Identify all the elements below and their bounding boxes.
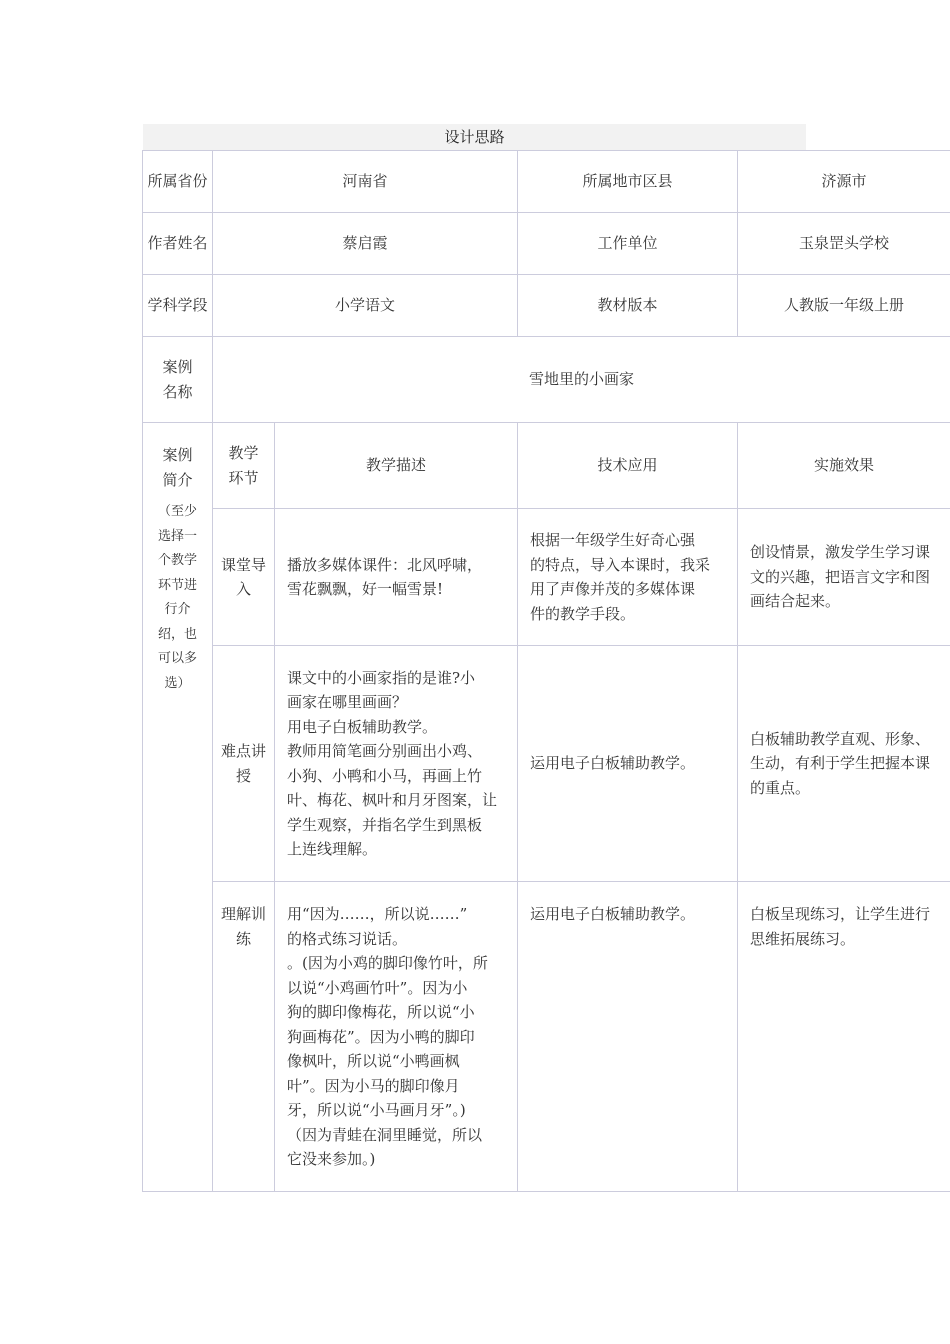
unit-label: 工作单位	[518, 213, 738, 275]
note-line: 绍，也	[157, 626, 197, 642]
edition-value: 人教版一年级上册	[738, 275, 950, 337]
text-line: 它没来参加。)	[287, 1150, 376, 1168]
text-line: 像枫叶，所以说“小鸭画枫	[287, 1052, 460, 1070]
text-line: 叶”。因为小马的脚印像月	[287, 1076, 460, 1095]
text-line: 。(因为小鸡的脚印像竹叶，所	[287, 954, 488, 972]
stage-row	[143, 509, 950, 646]
text-line: 播放多媒体课件：北风呼啸，	[287, 555, 483, 574]
text-line: （因为青蛙在洞里睡觉，所以	[287, 1125, 483, 1144]
header-stage-line: 环节	[228, 468, 259, 487]
header-stage-line: 教学	[228, 444, 259, 462]
stage-name-line: 练	[235, 929, 251, 948]
text-line: 雪花飘飘，好一幅雪景!	[287, 580, 444, 598]
author-value: 蔡启霞	[213, 213, 518, 275]
text-line: 运用电子白板辅助教学。	[530, 905, 696, 923]
text-line: 的重点。	[750, 778, 811, 797]
text-line: 创设情景，激发学生学习课	[750, 543, 931, 562]
case-name-label-line: 名称	[162, 382, 193, 401]
note-line: 可以多	[157, 651, 197, 666]
province-row	[143, 151, 950, 213]
case-name-row	[143, 337, 950, 423]
case-intro-label-line: 案例	[162, 446, 193, 464]
province-value: 河南省	[213, 151, 518, 213]
subject-label: 学科学段	[143, 275, 213, 337]
header-effect: 实施效果	[738, 423, 950, 509]
city-label: 所属地市区县	[518, 151, 738, 213]
stage-description	[275, 882, 518, 1192]
text-line: 小狗、小鸭和小马，再画上竹	[287, 766, 483, 785]
text-line: 白板呈现练习，让学生进行	[750, 905, 931, 923]
text-line: 叶、梅花、枫叶和月牙图案，让	[287, 791, 498, 809]
note-line: 环节进	[157, 577, 197, 593]
text-line: 生动，有利于学生把握本课	[750, 754, 931, 773]
header-description: 教学描述	[275, 423, 518, 509]
case-intro-label-line: 简介	[162, 470, 193, 489]
text-line: 以说“小鸡画竹叶”。因为小	[287, 978, 468, 997]
stage-row	[143, 882, 950, 1192]
case-name-label	[143, 337, 213, 423]
case-intro-note	[143, 500, 212, 696]
case-name-value: 雪地里的小画家	[213, 337, 950, 423]
text-line: 用电子白板辅助教学。	[287, 717, 438, 736]
text-line: 画结合起来。	[750, 592, 841, 611]
text-line: 运用电子白板辅助教学。	[530, 754, 696, 773]
intro-header-row	[143, 423, 950, 509]
stage-row	[143, 646, 950, 882]
text-line: 文的兴趣，把语言文字和图	[750, 567, 931, 586]
text-line: 教师用简笔画分别画出小鸡、	[287, 742, 483, 760]
note-line: 选）	[164, 675, 191, 691]
stage-name	[213, 646, 275, 882]
text-line: 根据一年级学生好奇心强	[530, 531, 696, 549]
stage-description	[275, 509, 518, 646]
design-table	[142, 150, 950, 1192]
stage-name-line: 入	[235, 580, 251, 598]
stage-effect	[738, 509, 950, 646]
text-line: 思维拓展练习。	[750, 929, 856, 948]
text-line: 学生观察，并指名学生到黑板	[287, 815, 483, 834]
text-line: 牙，所以说“小马画月牙”。)	[287, 1101, 466, 1119]
text-line: 的特点，导入本课时，我采	[530, 555, 711, 574]
header-stage	[213, 423, 275, 509]
note-line: 个教学	[157, 553, 197, 568]
case-name-label-line: 案例	[162, 358, 193, 376]
stage-technology	[518, 646, 738, 882]
subject-row	[143, 275, 950, 337]
page-title: 设计思路	[143, 124, 806, 150]
author-row	[143, 213, 950, 275]
text-line: 用“因为……，所以说……”	[287, 905, 468, 923]
subject-value: 小学语文	[213, 275, 518, 337]
edition-label: 教材版本	[518, 275, 738, 337]
stage-name-line: 难点讲	[220, 742, 266, 760]
stage-technology	[518, 882, 738, 1192]
stage-name-line: 授	[235, 766, 251, 785]
text-line: 件的教学手段。	[530, 604, 636, 623]
note-line: 行介	[164, 602, 191, 617]
text-line: 上连线理解。	[287, 840, 378, 858]
author-label: 作者姓名	[143, 213, 213, 275]
province-label: 所属省份	[143, 151, 213, 213]
text-line: 用了声像并茂的多媒体课	[530, 580, 696, 598]
stage-name-line: 理解训	[220, 905, 266, 923]
text-line: 狗画梅花”。因为小鸭的脚印	[287, 1027, 475, 1046]
stage-name-line: 课堂导	[220, 555, 266, 574]
header-technology: 技术应用	[518, 423, 738, 509]
note-line: （至少	[157, 504, 197, 519]
stage-technology	[518, 509, 738, 646]
unit-value: 玉泉罡头学校	[738, 213, 950, 275]
text-line: 画家在哪里画画？	[287, 693, 408, 711]
stage-effect	[738, 646, 950, 882]
note-line: 选择一	[157, 528, 197, 544]
text-line: 白板辅助教学直观、形象、	[750, 729, 931, 748]
text-line: 狗的脚印像梅花，所以说“小	[287, 1003, 475, 1021]
stage-name	[213, 882, 275, 1192]
stage-name	[213, 509, 275, 646]
text-line: 的格式练习说话。	[287, 929, 408, 948]
city-value: 济源市	[738, 151, 950, 213]
stage-description	[275, 646, 518, 882]
stage-effect	[738, 882, 950, 1192]
text-line: 课文中的小画家指的是谁?小	[287, 668, 476, 687]
case-intro-label	[143, 423, 213, 1192]
